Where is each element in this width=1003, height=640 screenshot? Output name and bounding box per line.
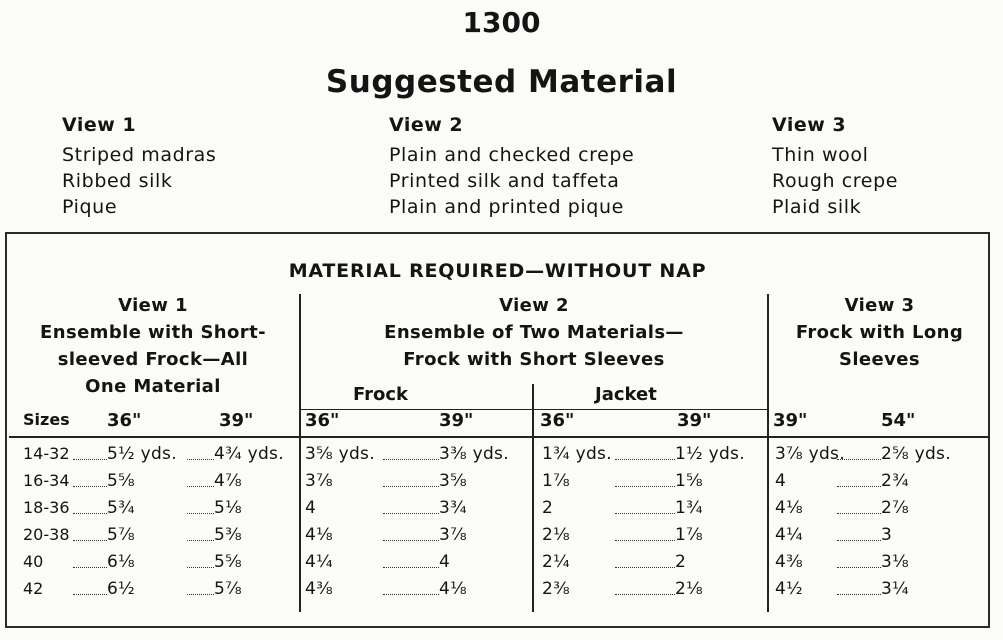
yardage-cell: 2 (675, 552, 687, 572)
size-cell: 20-38 (23, 525, 70, 544)
column-header: 36" (305, 410, 340, 431)
size-cell: 40 (23, 552, 44, 571)
leader-dots (73, 540, 107, 541)
suggested-material-item: Printed silk and taffeta (389, 170, 620, 192)
column-header: 39" (677, 410, 712, 431)
yardage-cell: 5⅞ (214, 579, 242, 599)
yardage-cell: 3⅝ yds. (305, 444, 375, 464)
yardage-cell: 1⅞ (542, 471, 570, 491)
view-description: Frock with Short Sleeves (403, 349, 665, 370)
view-description: Frock with Long (795, 322, 964, 343)
size-cell: 14-32 (23, 444, 70, 463)
yardage-cell: 2⅛ (675, 579, 703, 599)
yardage-cell: 2¾ (881, 471, 909, 491)
yardage-cell: 3⅞ (439, 525, 467, 545)
leader-dots (837, 459, 881, 460)
leader-dots (383, 513, 439, 514)
pattern-number: 1300 (462, 6, 541, 39)
yardage-cell: 1⅞ (675, 525, 703, 545)
view-description: Sleeves (838, 349, 920, 370)
suggested-material-item: Rough crepe (772, 170, 899, 192)
leader-dots (187, 513, 214, 514)
yardage-cell: 2⅞ (881, 498, 909, 518)
yardage-cell: 6½ (107, 579, 135, 599)
view-description: Ensemble with Short- (40, 322, 266, 343)
view-2-header (301, 292, 767, 373)
leader-dots (837, 594, 881, 595)
suggested-material-item: Striped madras (62, 144, 217, 166)
material-required-table (5, 232, 990, 628)
yardage-cell: 3¼ (881, 579, 909, 599)
size-cell: 18-36 (23, 498, 70, 517)
suggested-material-item: Thin wool (772, 144, 869, 166)
yardage-cell: 4¾ yds. (214, 444, 284, 464)
frock-subheader: Frock (353, 384, 409, 405)
suggested-view-heading: View 1 (62, 114, 137, 136)
yardage-cell: 4¼ (775, 525, 803, 545)
yardage-cell: 5¾ (107, 498, 135, 518)
leader-dots (73, 486, 107, 487)
yardage-cell: 3⅛ (881, 552, 909, 572)
yardage-cell: 4¼ (305, 552, 333, 572)
yardage-cell: 4⅜ (775, 552, 803, 572)
table-title: MATERIAL REQUIRED—WITHOUT NAP (288, 260, 707, 282)
leader-dots (73, 567, 107, 568)
yardage-cell: 1⅝ (675, 471, 703, 491)
leader-dots (383, 459, 439, 460)
leader-dots (837, 567, 881, 568)
sizes-column-header: Sizes (23, 410, 70, 429)
view-3-header (769, 292, 990, 373)
yardage-cell: 3⅞ yds. (775, 444, 845, 464)
yardage-cell: 6⅛ (107, 552, 135, 572)
view-heading: View 3 (844, 295, 915, 316)
yardage-cell: 5⅛ (214, 498, 242, 518)
yardage-cell: 4½ (775, 579, 803, 599)
column-header: 39" (439, 410, 474, 431)
suggested-view-heading: View 3 (772, 114, 847, 136)
suggested-view-heading: View 2 (389, 114, 464, 136)
leader-dots (615, 567, 675, 568)
leader-dots (187, 486, 214, 487)
yardage-cell: 5⅞ (107, 525, 135, 545)
leader-dots (73, 513, 107, 514)
yardage-cell: 5⅝ (107, 471, 135, 491)
yardage-cell: 5⅜ (214, 525, 242, 545)
size-cell: 42 (23, 579, 44, 598)
size-cell: 16-34 (23, 471, 70, 490)
leader-dots (187, 459, 214, 460)
yardage-cell: 2⅝ yds. (881, 444, 951, 464)
yardage-cell: 5½ yds. (107, 444, 177, 464)
view-heading: View 2 (499, 295, 569, 316)
leader-dots (383, 567, 439, 568)
leader-dots (615, 594, 675, 595)
column-header: 39" (773, 410, 808, 431)
yardage-cell: 5⅝ (214, 552, 242, 572)
view-description: One Material (85, 376, 221, 397)
yardage-cell: 1½ yds. (675, 444, 745, 464)
leader-dots (615, 513, 675, 514)
suggested-view-2 (389, 112, 634, 220)
yardage-cell: 3⅜ yds. (439, 444, 509, 464)
leader-dots (837, 486, 881, 487)
leader-dots (383, 486, 439, 487)
view-1-header (7, 292, 299, 400)
column-header: 54" (881, 410, 916, 431)
leader-dots (615, 459, 675, 460)
yardage-cell: 4⅛ (305, 525, 333, 545)
view-description: Ensemble of Two Materials— (384, 322, 684, 343)
suggested-material-item: Plain and checked crepe (389, 144, 635, 166)
suggested-material-item: Pique (62, 196, 118, 218)
column-divider (532, 384, 534, 612)
yardage-cell: 1¾ yds. (542, 444, 612, 464)
leader-dots (73, 594, 107, 595)
leader-dots (187, 540, 214, 541)
leader-dots (383, 540, 439, 541)
yardage-cell: 4⅛ (439, 579, 467, 599)
leader-dots (837, 540, 881, 541)
leader-dots (837, 513, 881, 514)
page-title: Suggested Material (325, 64, 678, 100)
yardage-cell: 3¾ (439, 498, 467, 518)
yardage-cell: 4⅜ (305, 579, 333, 599)
yardage-cell: 4 (305, 498, 317, 518)
leader-dots (73, 459, 107, 460)
leader-dots (187, 567, 214, 568)
header-rule (9, 436, 989, 438)
leader-dots (187, 594, 214, 595)
yardage-cell: 2 (542, 498, 554, 518)
view-description: sleeved Frock—All (57, 349, 249, 370)
yardage-cell: 4⅛ (775, 498, 803, 518)
yardage-cell: 1¾ (675, 498, 703, 518)
jacket-subheader: Jacket (595, 384, 657, 405)
view-heading: View 1 (118, 295, 188, 316)
yardage-cell: 4 (439, 552, 451, 572)
column-header: 36" (540, 410, 575, 431)
suggested-material-item: Plaid silk (772, 196, 862, 218)
column-header: 36" (107, 410, 142, 431)
yardage-cell: 2⅜ (542, 579, 570, 599)
column-header: 39" (219, 410, 254, 431)
yardage-cell: 3 (881, 525, 893, 545)
yardage-cell: 4 (775, 471, 787, 491)
suggested-view-3 (772, 112, 898, 220)
leader-dots (615, 540, 675, 541)
leader-dots (615, 486, 675, 487)
suggested-view-1 (62, 112, 216, 220)
yardage-cell: 2⅛ (542, 525, 570, 545)
yardage-cell: 2¼ (542, 552, 570, 572)
yardage-cell: 3⅞ (305, 471, 333, 491)
yardage-cell: 3⅝ (439, 471, 467, 491)
suggested-material-item: Ribbed silk (62, 170, 173, 192)
yardage-cell: 4⅞ (214, 471, 242, 491)
suggested-material-item: Plain and printed pique (389, 196, 624, 218)
leader-dots (383, 594, 439, 595)
